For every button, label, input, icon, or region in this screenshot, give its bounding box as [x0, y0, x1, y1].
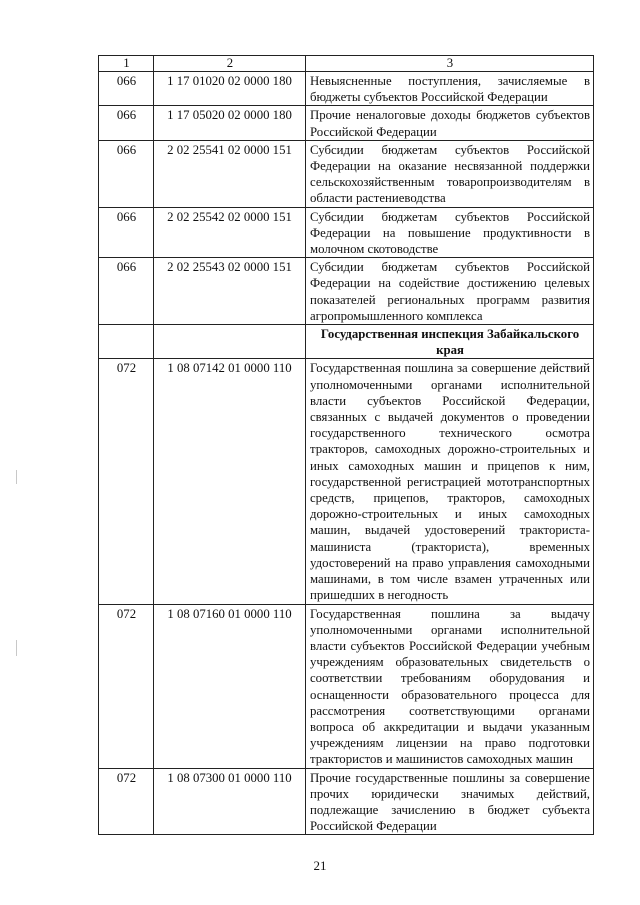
column-header-1: 1	[99, 56, 154, 72]
revenue-name-cell: Субсидии бюджетам субъектов Российской Федерации на оказание несвязанной поддержки сельскохозяйственным товаропроизводителям в области растениеводства	[306, 140, 594, 207]
table-row	[99, 359, 594, 604]
revenue-name-cell: Субсидии бюджетам субъектов Российской Федерации на повышение продуктивности в молочном скотоводстве	[306, 207, 594, 258]
admin-code-cell: 066	[99, 207, 154, 258]
revenue-code-cell: 2 02 25543 02 0000 151	[154, 258, 306, 325]
revenue-code-cell: 2 02 25542 02 0000 151	[154, 207, 306, 258]
table-row	[99, 106, 594, 140]
table-header-row	[99, 56, 594, 72]
table-row	[99, 72, 594, 106]
table-row	[99, 604, 594, 768]
admin-code-cell: 072	[99, 359, 154, 604]
admin-code-cell	[99, 325, 154, 359]
scan-artifact-mark	[16, 470, 17, 484]
revenue-name-cell: Государственная пошлина за совершение действий уполномоченными органами исполнительной власти субъектов Российской Федерации, связанных с выдачей документов о проведении государственного технического осмотра тракторов, самоходных дорожно-строительных и иных самоходных машин и прицепов к ним, государственной регистрацией мототранспортных средств, прицепов, тракторов, самоходных дорожно-строительных и иных самоходных машин, выдачей удостоверений тракториста-машиниста (тракториста), временных удостоверений на право управления самоходными машинами, в том числе взамен утраченных или пришедших в негодность	[306, 359, 594, 604]
revenue-name-cell: Субсидии бюджетам субъектов Российской Федерации на содействие достижению целевых показателей региональных программ развития агропромышленного комплекса	[306, 258, 594, 325]
revenue-name-cell: Прочие государственные пошлины за совершение прочих юридически значимых действий, подлежащие зачислению в бюджет субъекта Российской Федерации	[306, 768, 594, 835]
revenue-name-cell: Государственная пошлина за выдачу уполномоченными органами исполнительной власти субъектов Российской Федерации учебным учреждениям образовательных свидетельств о соответствии требованиям оборудования и оснащенности образовательного процесса для рассмотрения соответствующими органами вопроса об аккредитации и выдачи указанным учреждениям лицензии на право подготовки трактористов и машинистов самоходных машин	[306, 604, 594, 768]
revenue-codes-table	[98, 55, 594, 835]
admin-code-cell: 066	[99, 72, 154, 106]
revenue-code-cell: 1 17 05020 02 0000 180	[154, 106, 306, 140]
revenue-name-cell: Невыясненные поступления, зачисляемые в бюджеты субъектов Российской Федерации	[306, 72, 594, 106]
revenue-code-cell	[154, 325, 306, 359]
table-body	[99, 56, 594, 835]
page-number: 21	[313, 858, 327, 873]
column-header-2: 2	[154, 56, 306, 72]
admin-code-cell: 072	[99, 768, 154, 835]
admin-code-cell: 066	[99, 106, 154, 140]
table-row	[99, 140, 594, 207]
scan-artifact-mark	[16, 640, 17, 656]
admin-code-cell: 066	[99, 140, 154, 207]
revenue-code-cell: 2 02 25541 02 0000 151	[154, 140, 306, 207]
revenue-code-cell: 1 08 07300 01 0000 110	[154, 768, 306, 835]
revenue-name-cell: Государственная инспекция Забайкальского края	[306, 325, 594, 359]
section-header-row	[99, 325, 594, 359]
revenue-code-cell: 1 17 01020 02 0000 180	[154, 72, 306, 106]
column-header-3: 3	[306, 56, 594, 72]
revenue-code-cell: 1 08 07160 01 0000 110	[154, 604, 306, 768]
table-row	[99, 207, 594, 258]
revenue-code-cell: 1 08 07142 01 0000 110	[154, 359, 306, 604]
revenue-name-cell: Прочие неналоговые доходы бюджетов субъектов Российской Федерации	[306, 106, 594, 140]
admin-code-cell: 072	[99, 604, 154, 768]
admin-code-cell: 066	[99, 258, 154, 325]
table-row	[99, 768, 594, 835]
table-row	[99, 258, 594, 325]
